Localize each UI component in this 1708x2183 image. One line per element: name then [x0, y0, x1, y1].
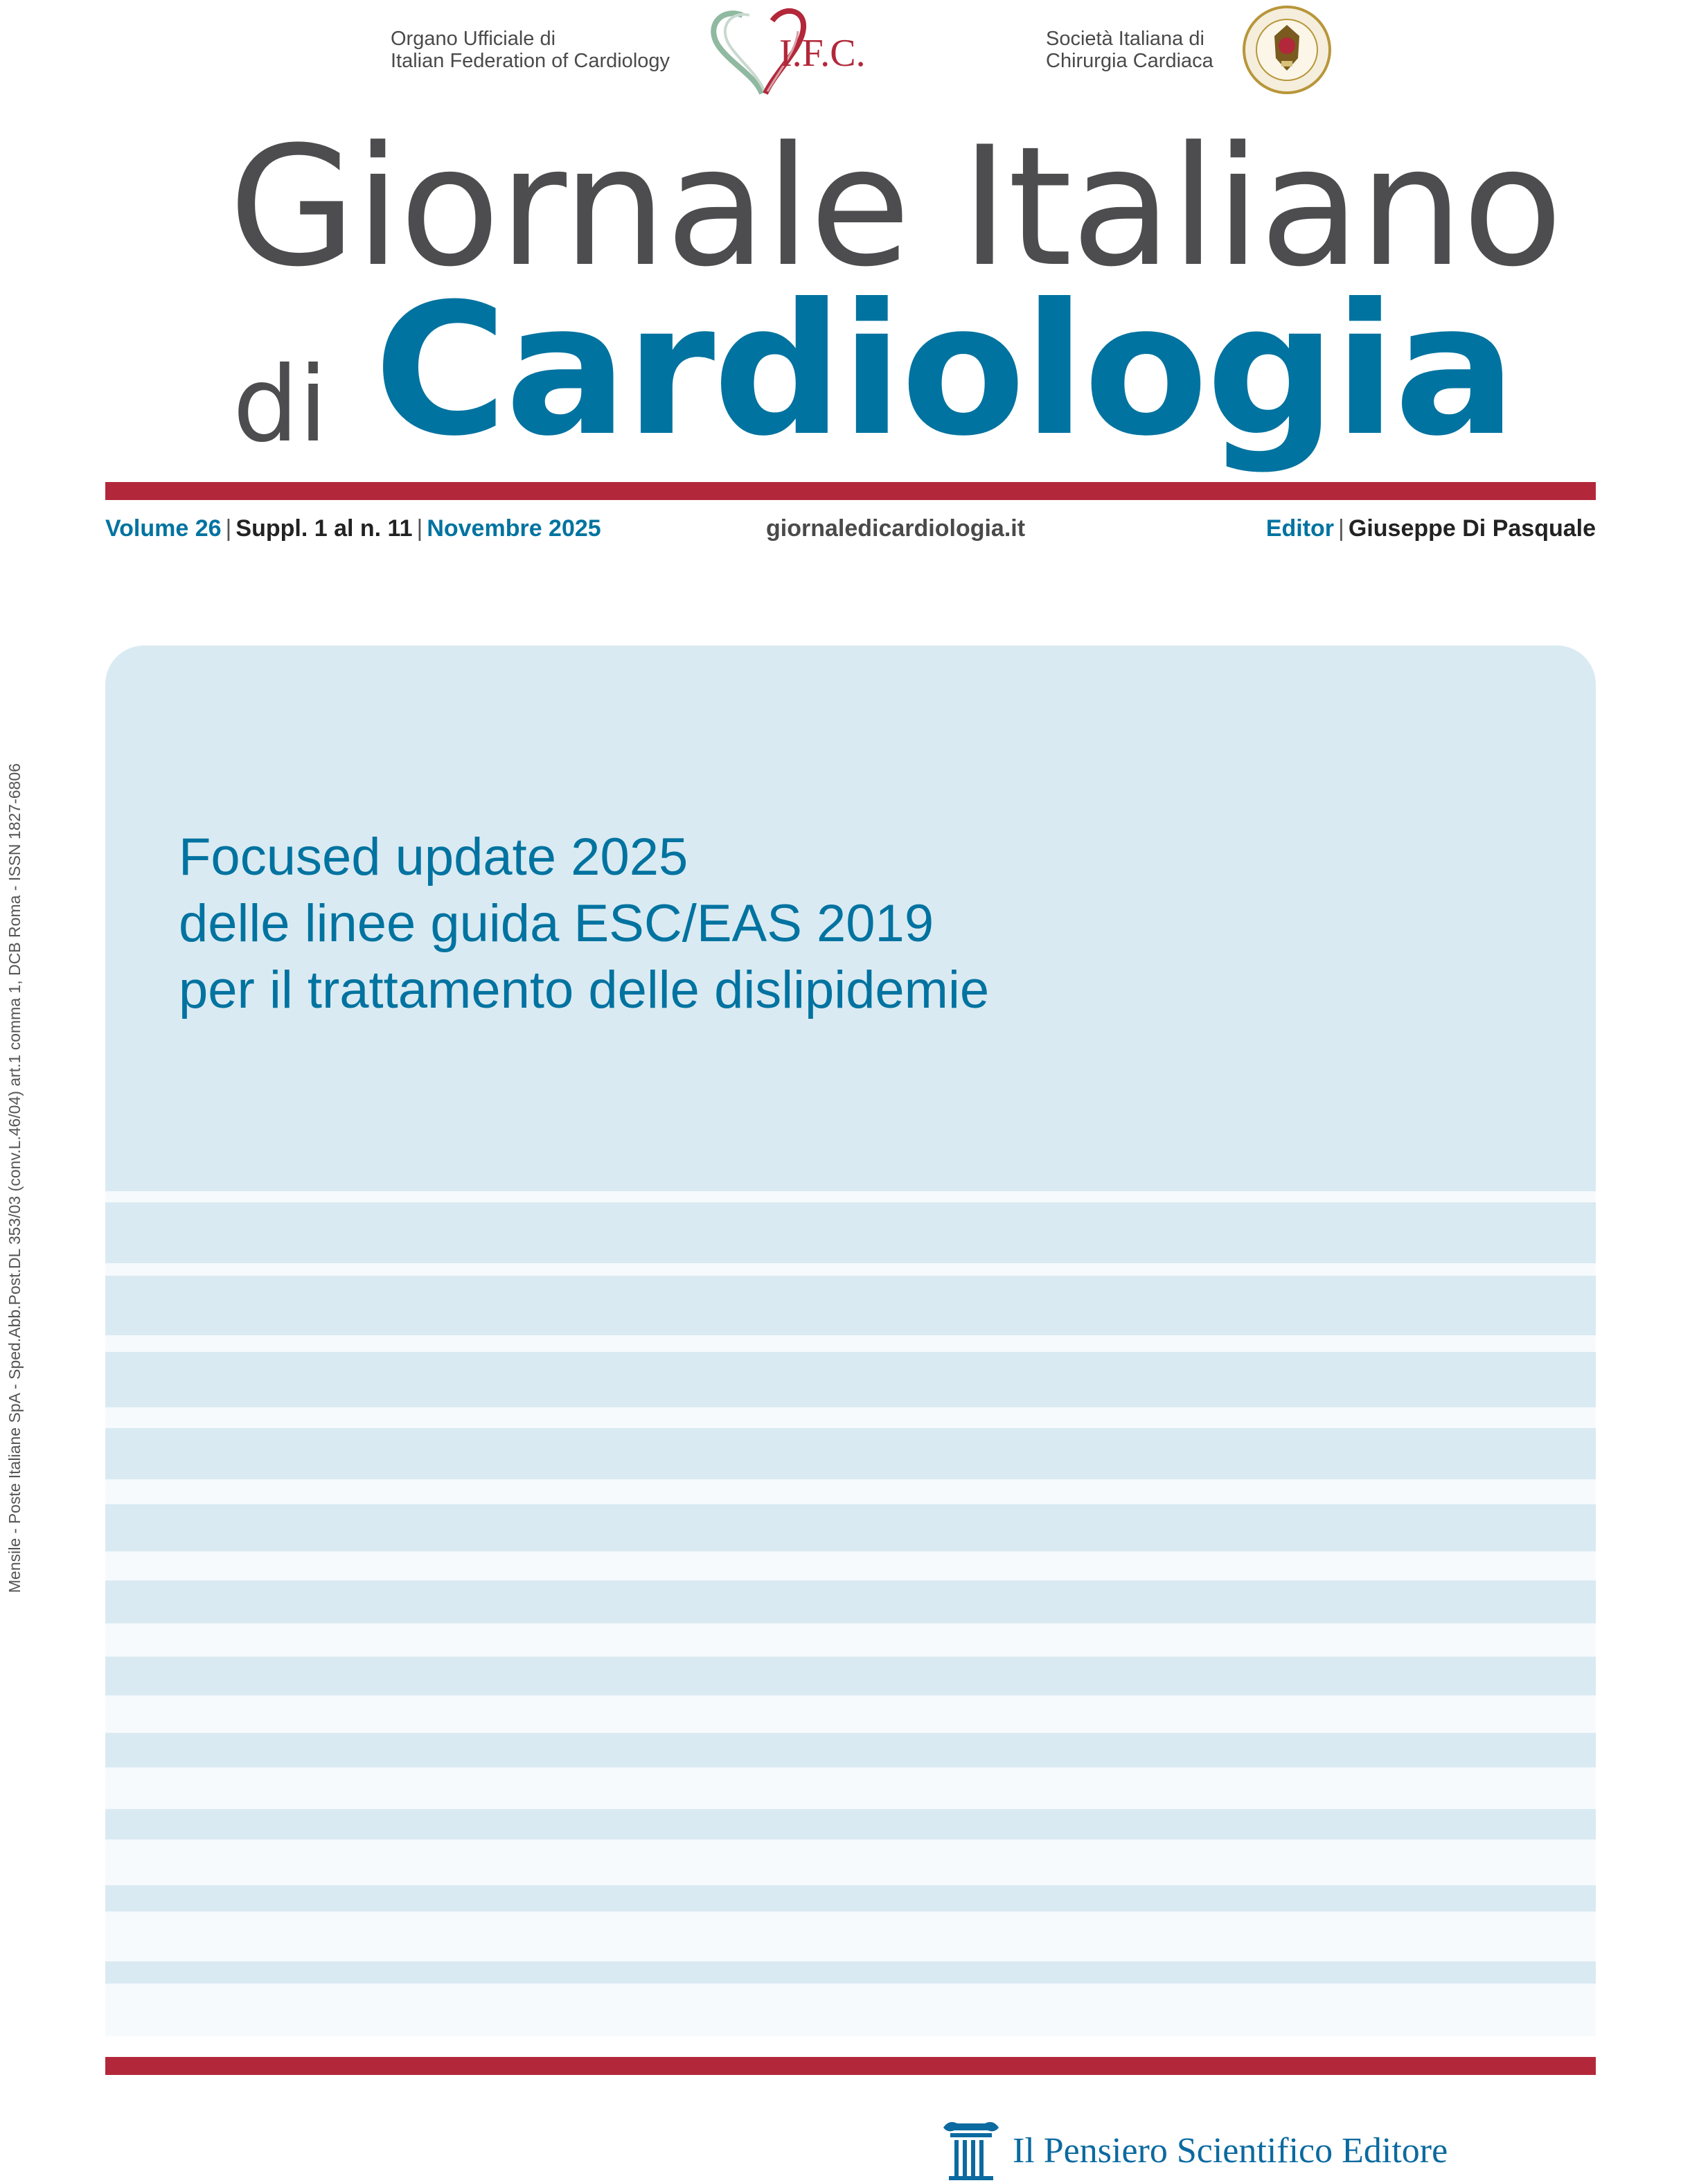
top-red-rule: [105, 482, 1596, 500]
issue-info: [105, 511, 601, 546]
stripe-band: [105, 1407, 1596, 1428]
supplement-title: [179, 824, 989, 1024]
organo-ufficiale-text: [391, 28, 670, 72]
column-icon: [936, 2112, 1006, 2182]
supplement-label: Suppl. 1 al n. 11: [235, 515, 413, 542]
stripe-band: [105, 1504, 1596, 1551]
stripe-band: [105, 1767, 1596, 1809]
stripe-band: [105, 1352, 1596, 1407]
stripe-band: [105, 1961, 1596, 1984]
ifc-logo: [700, 0, 880, 97]
stripe-band: [105, 1335, 1596, 1352]
issue-date: Novembre 2025: [427, 515, 601, 542]
stripe-band: [105, 1202, 1596, 1263]
stripe-band: [105, 1984, 1596, 2036]
stripe-band: [105, 1657, 1596, 1695]
website-link[interactable]: giornaledicardiologia.it: [766, 515, 1026, 542]
stripe-band: [105, 1276, 1596, 1335]
journal-title-line-1: Giornale Italiano: [229, 112, 1562, 303]
sic-seal-logo: [1241, 4, 1333, 96]
supplement-title-line-1: Focused update 2025: [179, 828, 688, 886]
stripe-band: [105, 1809, 1596, 1839]
sic-society-text: [1046, 28, 1213, 72]
stripe-band: [105, 1733, 1596, 1767]
organo-line-1: Organo Ufficiale di: [391, 28, 556, 50]
volume-label: Volume 26: [105, 515, 222, 542]
stripe-band: [105, 1479, 1596, 1504]
publisher-name: Il Pensiero Scientifico Editore: [1013, 2131, 1448, 2171]
bottom-red-rule: [105, 2057, 1596, 2075]
divider: |: [1338, 515, 1344, 542]
stripe-band: [105, 1428, 1596, 1479]
stripe-band: [105, 1885, 1596, 1912]
stripe-band: [105, 1839, 1596, 1885]
divider: |: [416, 515, 423, 542]
editor-name: Giuseppe Di Pasquale: [1348, 515, 1596, 542]
supplement-title-line-2: delle linee guida ESC/EAS 2019: [179, 894, 934, 953]
stripe-band: [105, 1912, 1596, 1961]
stripe-band: [105, 1580, 1596, 1623]
organo-line-2: Italian Federation of Cardiology: [391, 50, 670, 72]
stripe-band: [105, 1551, 1596, 1580]
editor-info: [1266, 511, 1596, 546]
stripe-band: [105, 1623, 1596, 1657]
editor-label: Editor: [1265, 515, 1335, 542]
journal-title-di: di: [233, 345, 328, 465]
stripe-band: [105, 1695, 1596, 1733]
sic-line-1: Società Italiana di: [1046, 28, 1204, 50]
stripe-band: [105, 1191, 1596, 1202]
divider: |: [225, 515, 232, 542]
journal-title-cardiologia: Cardiologia: [374, 265, 1515, 476]
stripe-band: [105, 1263, 1596, 1276]
sic-line-2: Chirurgia Cardiaca: [1046, 50, 1213, 72]
supplement-title-line-3: per il trattamento delle dislipidemie: [179, 961, 990, 1019]
ifc-logo-text: I.F.C.: [779, 32, 866, 75]
spine-postal-text: Mensile - Poste Italiane SpA - Sped.Abb.Post.DL 353/03 (conv.L.46/04) art.1 comma 1, DCB Roma - ISSN 1827-6806: [6, 763, 24, 1593]
